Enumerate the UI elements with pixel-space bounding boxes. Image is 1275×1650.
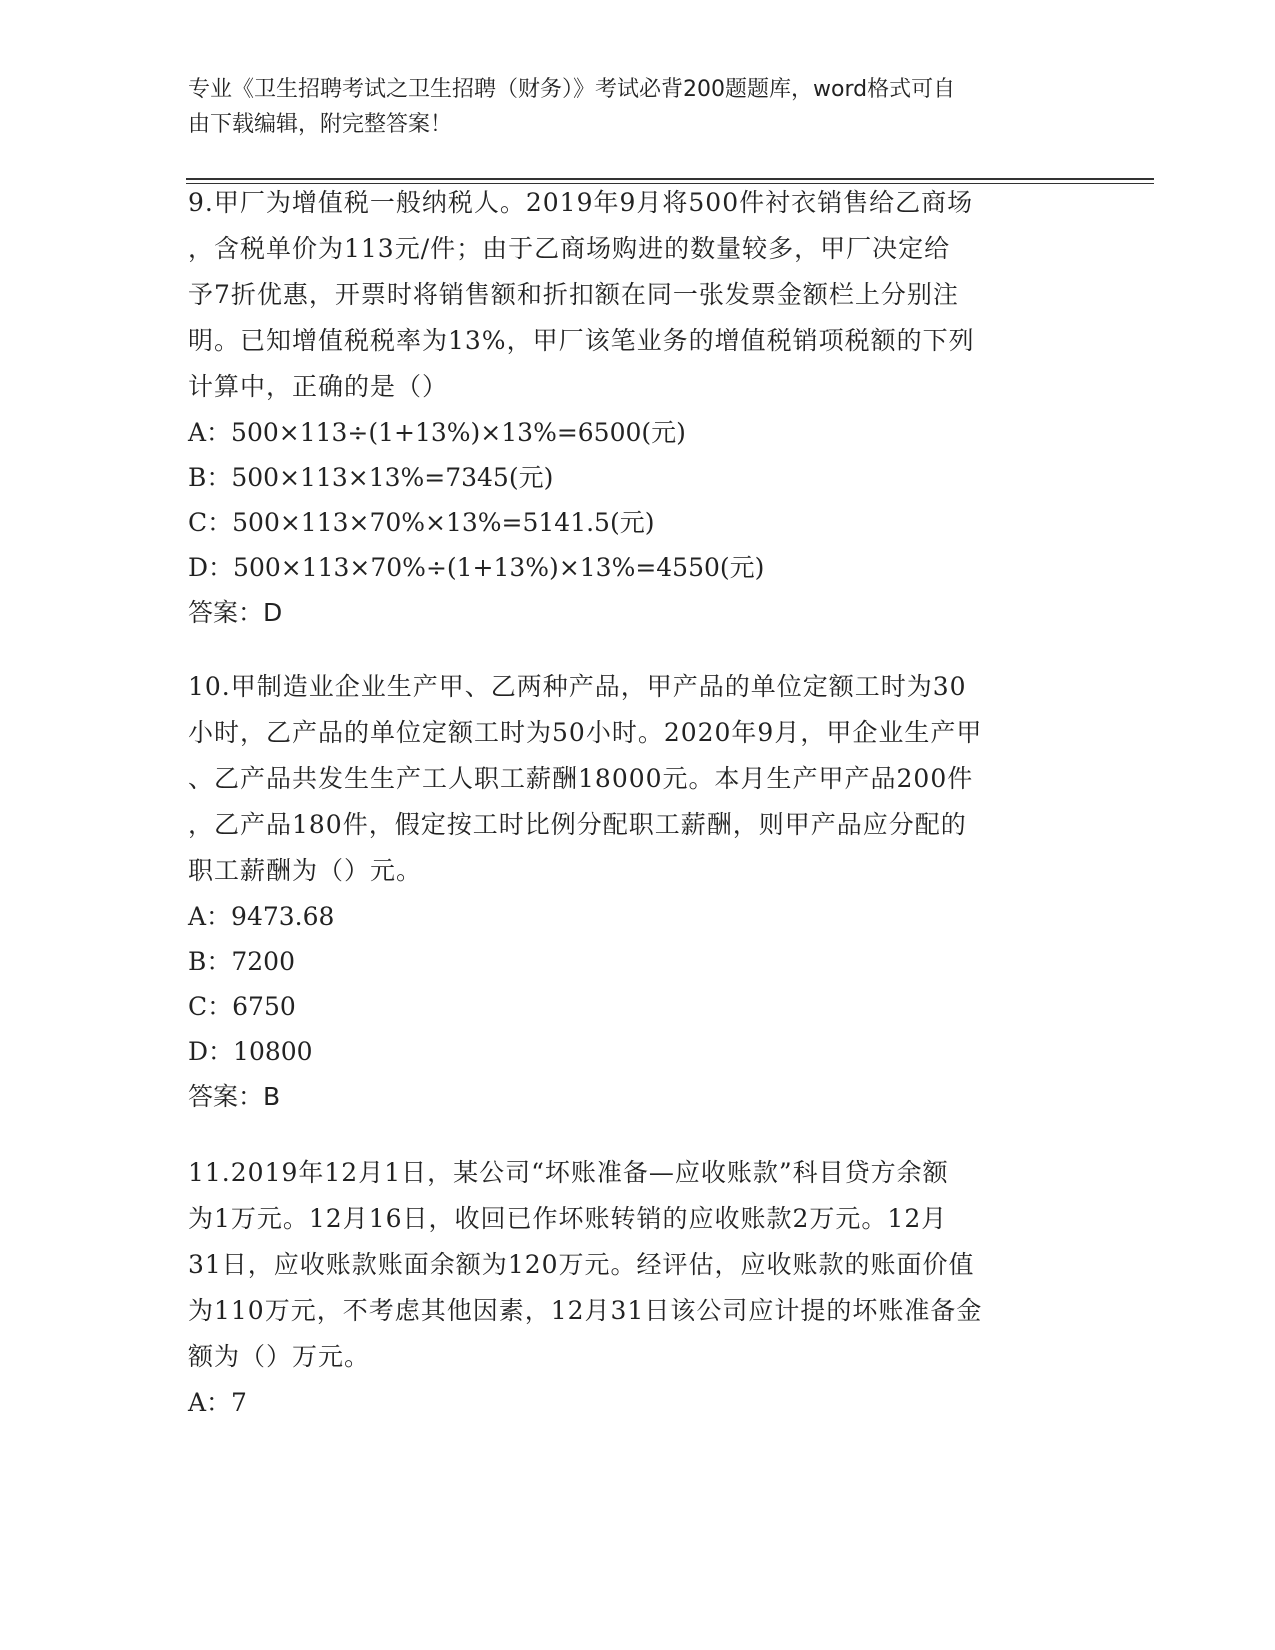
option-b: B：500×113×13%=7345(元)	[188, 463, 554, 492]
question-text-line: 为110万元，不考虑其他因素，12月31日该公司应计提的坏账准备金	[188, 1296, 983, 1325]
question-text-line: 31日，应收账款账面余额为120万元。经评估，应收账款的账面价值	[188, 1250, 975, 1279]
question-text-line: 、乙产品共发生生产工人职工薪酬18000元。本月生产甲产品200件	[188, 764, 974, 793]
option-a: A：7	[188, 1388, 247, 1417]
option-c: C：500×113×70%×13%=5141.5(元)	[188, 508, 655, 537]
question-text-line: 额为（）万元。	[188, 1342, 371, 1371]
document-header	[188, 72, 1088, 142]
question-text-line: 明。已知增值税税率为13%，甲厂该笔业务的增值税销项税额的下列	[188, 326, 975, 355]
answer-label: 答案：D	[188, 598, 283, 627]
question-text-line: ，乙产品180件，假定按工时比例分配职工薪酬，则甲产品应分配的	[188, 810, 967, 839]
option-d: D：10800	[188, 1037, 313, 1066]
header-line: 专业《卫生招聘考试之卫生招聘（财务）》考试必背200题题库，word格式可自	[188, 77, 956, 102]
question-text-line: 小时，乙产品的单位定额工时为50小时。2020年9月，甲企业生产甲	[188, 718, 983, 747]
option-a: A：9473.68	[188, 902, 335, 931]
answer-label: 答案：B	[188, 1082, 281, 1111]
header-line: 由下载编辑，附完整答案！	[188, 112, 453, 137]
option-b: B：7200	[188, 947, 295, 976]
question-11	[188, 1150, 1088, 1425]
question-text-line: 9.甲厂为增值税一般纳税人。2019年9月将500件衬衣销售给乙商场	[188, 188, 974, 217]
option-c: C：6750	[188, 992, 296, 1021]
option-a: A：500×113÷(1+13%)×13%=6500(元)	[188, 418, 686, 447]
question-10	[188, 664, 1088, 1120]
question-9	[188, 180, 1088, 636]
option-d: D：500×113×70%÷(1+13%)×13%=4550(元)	[188, 553, 765, 582]
question-text-line: 职工薪酬为（）元。	[188, 856, 423, 885]
question-text-line: 为1万元。12月16日，收回已作坏账转销的应收账款2万元。12月	[188, 1204, 948, 1233]
question-text-line: 计算中，正确的是（）	[188, 372, 449, 401]
question-text-line: ，含税单价为113元/件；由于乙商场购进的数量较多，甲厂决定给	[188, 234, 951, 263]
question-text-line: 10.甲制造业企业生产甲、乙两种产品，甲产品的单位定额工时为30	[188, 672, 967, 701]
question-text-line: 予7折优惠，开票时将销售额和折扣额在同一张发票金额栏上分别注	[188, 280, 959, 309]
question-text-line: 11.2019年12月1日，某公司“坏账准备—应收账款”科目贷方余额	[188, 1158, 949, 1187]
